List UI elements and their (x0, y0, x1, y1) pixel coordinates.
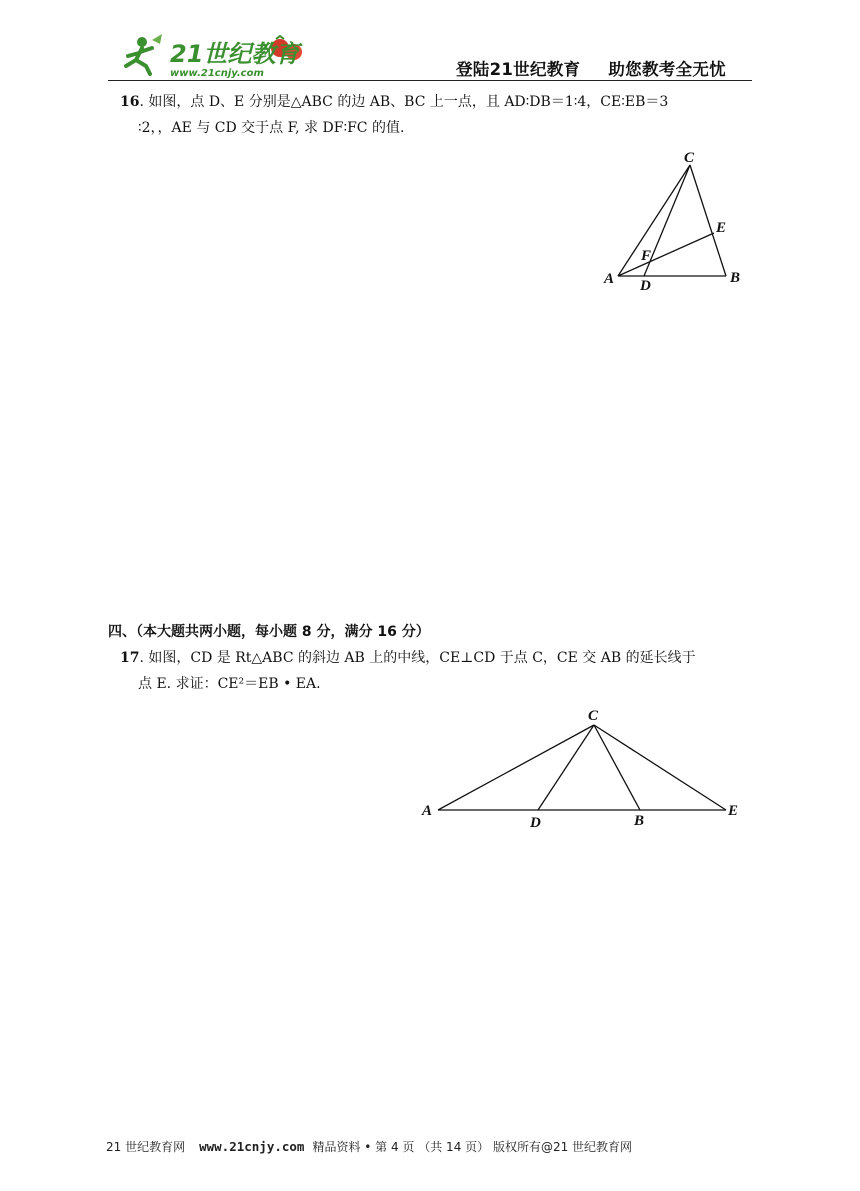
logo-figure-head (137, 37, 147, 47)
header-slogan-1: 登陆21世纪教育 (456, 60, 581, 79)
q17-label-D: D (530, 815, 541, 831)
q17-label-B: B (634, 813, 645, 829)
q17-label-A: A (422, 803, 433, 819)
q17-segment-CE (594, 725, 726, 810)
header-divider (108, 80, 752, 81)
q17-text-line-1 (120, 645, 696, 671)
q16-label-F: F (641, 248, 652, 264)
logo-text: 21世纪教育 (170, 40, 300, 68)
footer-info: 精品资料 • 第 4 页 （共 14 页） 版权所有@21 世纪教育网 (312, 1140, 633, 1154)
q16-label-A: A (604, 271, 615, 287)
q16-text-line-1 (120, 89, 668, 115)
q17-label-E: E (728, 803, 739, 819)
q16-text-line-2: ∶2，，AE 与 CD 交于点 F, 求 DF∶FC 的值. (138, 120, 405, 136)
q16-label-D: D (640, 278, 651, 294)
header-slogan-2: 助您教考全无忧 (608, 60, 726, 79)
q17-figure (418, 703, 758, 833)
logo-flag (152, 34, 162, 44)
q17-segment-CD (538, 725, 594, 810)
q17-label-C: C (588, 708, 599, 724)
site-logo (112, 26, 312, 82)
logo-graphic (112, 26, 312, 82)
section-4-heading: 四、（本大题共两小题，每小题 8 分，满分 16 分） (108, 624, 430, 640)
logo-figure-body (126, 48, 152, 74)
q16-label-C: C (684, 150, 695, 166)
q17-stem-1: . 如图，CD 是 Rt△ABC 的斜边 AB 上的中线，CE⊥CD 于点 C，CE 交 AB 的延长线于 (139, 650, 696, 666)
q17-segment-AC (438, 725, 594, 810)
q16-label-E: E (716, 220, 727, 236)
q16-number: 16 (120, 94, 140, 110)
logo-url-text: www.21cnjy.com (170, 68, 264, 79)
q16-stem-1: . 如图，点 D、E 分别是△ABC 的边 AB、BC 上一点，且 AD∶DB＝1∶4，CE∶EB＝3 (139, 94, 669, 110)
q17-text-line-2: 点 E. 求证：CE²＝EB • EA. (138, 676, 321, 692)
footer-url[interactable]: www.21cnjy.com (199, 1139, 305, 1154)
q16-label-B: B (730, 270, 741, 286)
header-slogan (456, 56, 756, 80)
q17-segment-CB (594, 725, 640, 810)
footer-site-name: 21 世纪教育网 (106, 1140, 186, 1154)
q17-number: 17 (120, 650, 140, 666)
page-footer (106, 1138, 632, 1155)
q16-figure (596, 145, 756, 295)
